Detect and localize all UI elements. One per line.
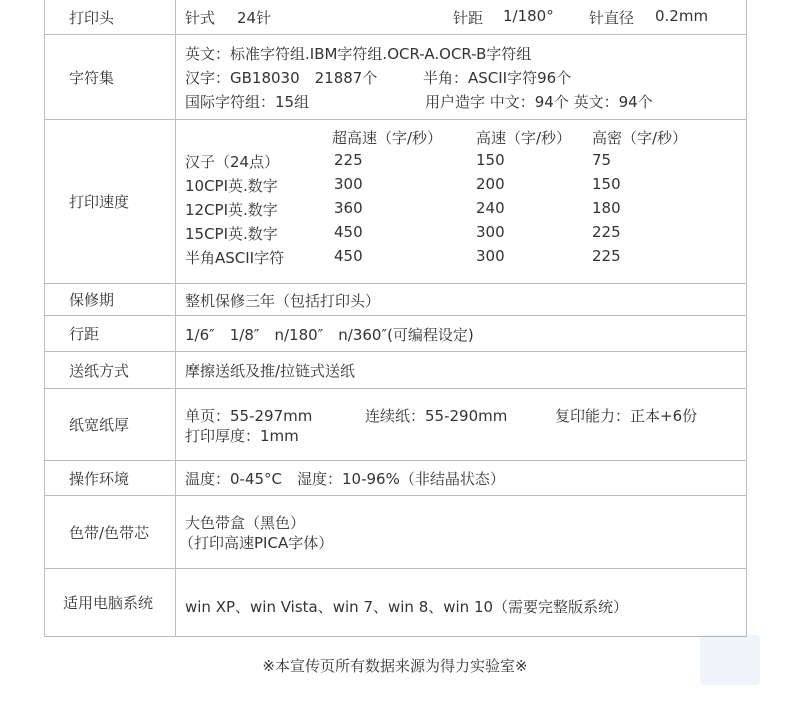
speed-item-name: 汉子（24点）	[185, 153, 280, 171]
speed-item-high: 300	[476, 223, 505, 241]
speed-header-dense: 高密（字/秒）	[592, 129, 688, 147]
watermark-logo-icon	[700, 635, 760, 685]
row-ribbon	[45, 495, 746, 568]
feed-value: 摩擦送纸及推/拉链式送纸	[185, 362, 356, 380]
label-paper: 纸宽纸厚	[69, 416, 130, 434]
linespacing-value: 1/6″ 1/8″ n/180″ n/360″(可编程设定)	[185, 326, 474, 344]
label-charset: 字符集	[69, 68, 115, 87]
env-value: 温度：0-45°C 湿度：10-96%（非结晶状态）	[185, 470, 505, 488]
row-os	[45, 568, 746, 636]
speed-item-dense: 225	[592, 247, 621, 265]
speed-item-ultra: 360	[334, 199, 363, 217]
charset-line3b: 用户造字 中文：94个 英文：94个	[425, 93, 653, 111]
warranty-value: 整机保修三年（包括打印头）	[185, 292, 381, 310]
row-paper	[45, 388, 746, 460]
printhead-type: 针式	[185, 9, 216, 27]
label-os: 适用电脑系统	[63, 594, 154, 612]
row-feed	[45, 351, 746, 388]
label-printhead: 打印头	[69, 8, 115, 27]
spec-table	[44, 0, 747, 637]
paper-continuous: 连续纸：55-290mm	[365, 407, 508, 425]
speed-item-name: 10CPI英.数字	[185, 177, 278, 195]
charset-line2b: 半角：ASCII字符96个	[423, 69, 572, 87]
speed-item-name: 12CPI英.数字	[185, 201, 278, 219]
speed-header-high: 高速（字/秒）	[476, 129, 572, 147]
speed-item-ultra: 225	[334, 151, 363, 169]
row-printhead	[45, 0, 746, 34]
charset-line1: 英文：标准字符组.IBM字符组.OCR-A.OCR-B字符组	[185, 45, 532, 63]
label-feed: 送纸方式	[69, 361, 130, 380]
label-env: 操作环境	[69, 469, 130, 488]
os-value: win XP、win Vista、win 7、win 8、win 10（需要完整版系统）	[185, 598, 629, 616]
speed-item-ultra: 450	[334, 247, 363, 265]
row-linespacing	[45, 315, 746, 351]
row-warranty	[45, 283, 746, 315]
speed-item-name: 半角ASCII字符	[185, 249, 285, 267]
paper-single: 单页：55-297mm	[185, 407, 313, 425]
speed-item-dense: 75	[592, 151, 612, 169]
speed-item-dense: 150	[592, 175, 621, 193]
ribbon-line1: 大色带盒（黑色）	[185, 514, 306, 532]
label-linespacing: 行距	[69, 325, 100, 343]
speed-item-high: 200	[476, 175, 505, 193]
speed-item-ultra: 450	[334, 223, 363, 241]
charset-line3a: 国际字符组：15组	[185, 93, 310, 111]
speed-item-high: 240	[476, 199, 505, 217]
printhead-pitch-label: 针距	[453, 9, 484, 27]
footer-note: ※本宣传页所有数据来源为得力实验室※	[262, 657, 528, 675]
speed-header-ultra: 超高速（字/秒）	[332, 129, 443, 147]
speed-item-ultra: 300	[334, 175, 363, 193]
printhead-pitch: 1/180°	[503, 7, 554, 25]
speed-item-dense: 180	[592, 199, 621, 217]
ribbon-line2: （打印高速PICA字体）	[179, 534, 334, 552]
label-speed: 打印速度	[69, 193, 130, 211]
charset-line2a: 汉字：GB18030 21887个	[185, 69, 378, 87]
printhead-diameter: 0.2mm	[655, 7, 709, 25]
speed-item-high: 300	[476, 247, 505, 265]
row-charset	[45, 34, 746, 119]
label-warranty: 保修期	[69, 291, 115, 309]
paper-copy: 复印能力：正本+6份	[555, 407, 698, 425]
speed-item-dense: 225	[592, 223, 621, 241]
paper-thickness: 打印厚度：1mm	[185, 427, 299, 445]
row-env	[45, 460, 746, 495]
speed-item-name: 15CPI英.数字	[185, 225, 278, 243]
label-ribbon: 色带/色带芯	[69, 523, 150, 542]
printhead-diameter-label: 针直径	[589, 9, 635, 27]
row-speed	[45, 119, 746, 283]
speed-item-high: 150	[476, 151, 505, 169]
printhead-pins: 24针	[237, 9, 272, 27]
